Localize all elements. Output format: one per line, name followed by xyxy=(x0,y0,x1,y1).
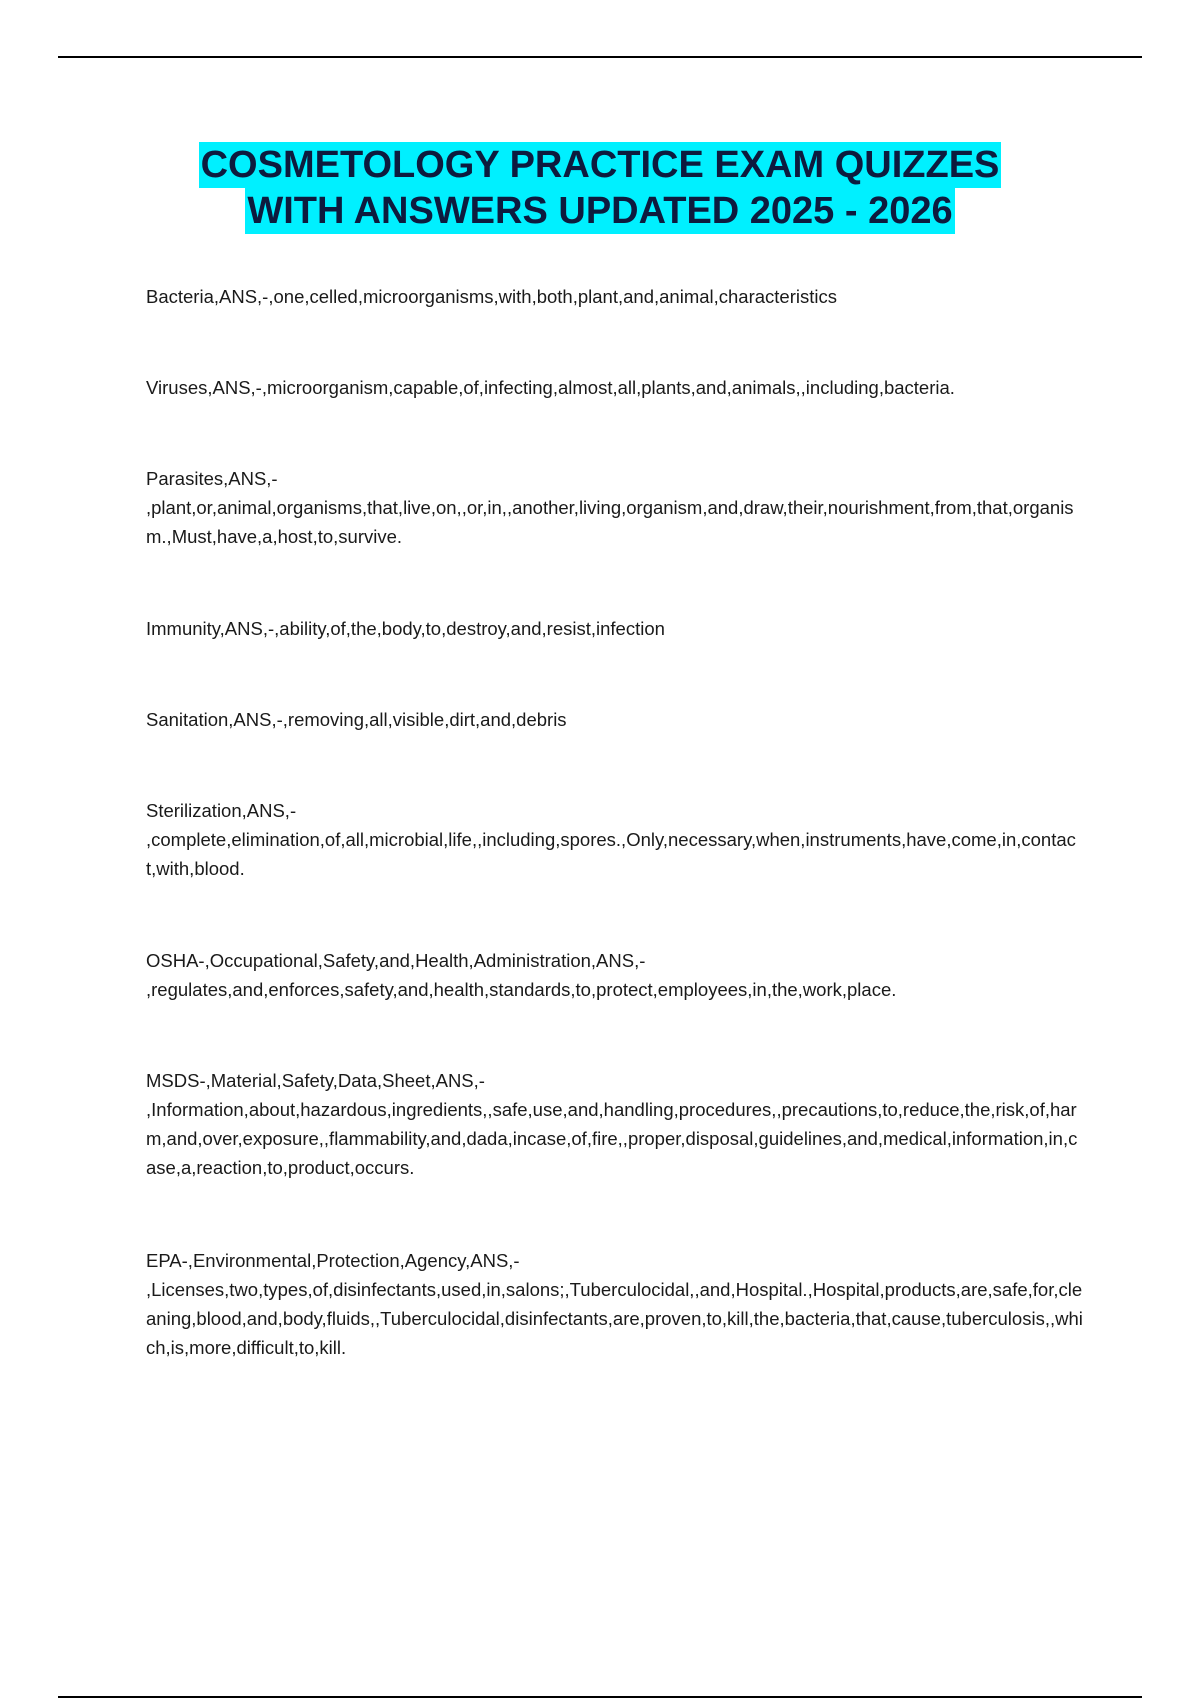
entry-term: Sanitation,ANS,- xyxy=(146,709,283,730)
title-line-2: WITH ANSWERS UPDATED 2025 - 2026 xyxy=(247,190,953,232)
entry-answer: ,regulates,and,enforces,safety,and,health,standards,to,protect,employees,in,the,work,place. xyxy=(146,979,897,1000)
title-line-1: COSMETOLOGY PRACTICE EXAM QUIZZES xyxy=(200,144,1000,186)
qa-entry-viruses xyxy=(146,373,1086,402)
qa-entry-sterilization xyxy=(146,796,1086,883)
entry-term: MSDS-,Material,Safety,Data,Sheet,ANS,- xyxy=(146,1070,485,1091)
entry-term: Viruses,ANS,- xyxy=(146,377,262,398)
entry-answer: ,removing,all,visible,dirt,and,debris xyxy=(282,709,567,730)
entry-term: EPA-,Environmental,Protection,Agency,ANS,- xyxy=(146,1250,520,1271)
entry-term: Bacteria,ANS,- xyxy=(146,286,269,307)
entry-term: OSHA-,Occupational,Safety,and,Health,Administration,ANS,- xyxy=(146,950,646,971)
bottom-rule xyxy=(58,1696,1142,1698)
qa-entry-osha xyxy=(146,946,1086,1004)
qa-entry-bacteria xyxy=(146,282,1086,311)
entry-answer: ,ability,of,the,body,to,destroy,and,resist,infection xyxy=(274,618,665,639)
qa-entry-msds xyxy=(146,1066,1086,1182)
entry-answer: ,microorganism,capable,of,infecting,almost,all,plants,and,animals,,including,bacteria. xyxy=(261,377,955,398)
qa-entry-immunity xyxy=(146,614,1086,643)
entry-term: Parasites,ANS,- xyxy=(146,468,278,489)
qa-entry-parasites xyxy=(146,464,1086,551)
entry-term: Immunity,ANS,- xyxy=(146,618,275,639)
entry-answer: ,one,celled,microorganisms,with,both,plant,and,animal,characteristics xyxy=(268,286,837,307)
top-rule xyxy=(58,56,1142,58)
entry-term: Sterilization,ANS,- xyxy=(146,800,297,821)
entry-answer: ,Information,about,hazardous,ingredients,,safe,use,and,handling,procedures,,precautions,to,reduce,the,risk,of,harm,and,over,exposure,,flammability,and,dada,incase,of,fire,,proper,disposal,guidelines,and,medical,information,in,case,a,reaction,to,product,occurs. xyxy=(146,1099,1078,1178)
qa-entry-epa xyxy=(146,1246,1086,1362)
document-title xyxy=(100,142,1100,234)
entry-answer: ,plant,or,animal,organisms,that,live,on,,or,in,,another,living,organism,and,draw,their,nourishment,from,that,organism.,Must,have,a,host,to,survive. xyxy=(146,497,1074,547)
entry-answer: ,complete,elimination,of,all,microbial,life,,including,spores.,Only,necessary,when,instruments,have,come,in,contact,with,blood. xyxy=(146,829,1076,879)
entry-answer: ,Licenses,two,types,of,disinfectants,used,in,salons;,Tuberculocidal,,and,Hospital.,Hospital,products,are,safe,for,cleaning,blood,and,body,fluids,,Tuberculocidal,disinfectants,are,proven,to,kill,the,bacteria,that,cause,tuberculosis,,which,is,more,difficult,to,kill. xyxy=(146,1279,1083,1358)
qa-entry-sanitation xyxy=(146,705,1086,734)
